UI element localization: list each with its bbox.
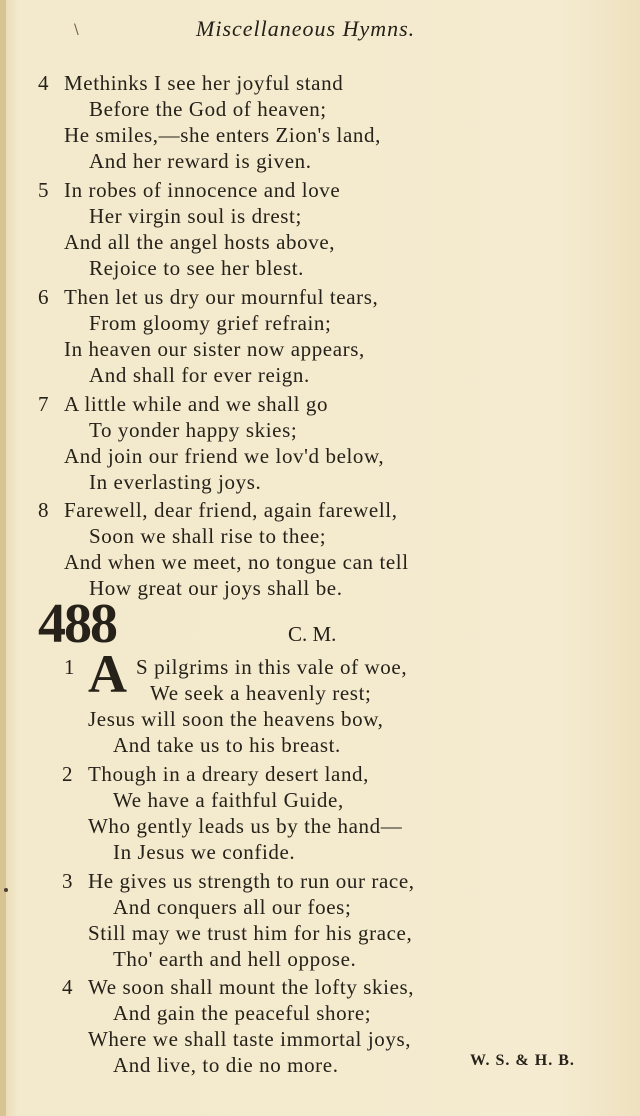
drop-cap: A	[88, 644, 127, 704]
verse-number: 1	[64, 655, 75, 679]
verse-number: 2	[62, 762, 73, 786]
verse-line: In robes of innocence and love	[64, 178, 341, 202]
verse-line: In Jesus we confide.	[113, 840, 296, 864]
verse-number: 4	[62, 975, 73, 999]
verse-number: 4	[38, 71, 49, 95]
verse-line: How great our joys shall be.	[89, 576, 343, 600]
verse-number: 7	[38, 392, 49, 416]
verse-line: We seek a heavenly rest;	[150, 681, 372, 705]
verse-line: Her virgin soul is drest;	[89, 204, 302, 228]
verse-number: 6	[38, 285, 49, 309]
verse-line: To yonder happy skies;	[89, 418, 298, 442]
verse-number: 8	[38, 498, 49, 522]
verse-line: Still may we trust him for his grace,	[88, 921, 413, 945]
verse-line: We soon shall mount the lofty skies,	[88, 975, 415, 999]
page-edge	[0, 0, 6, 1116]
verse-line: And when we meet, no tongue can tell	[64, 550, 409, 574]
verse-line: From gloomy grief refrain;	[89, 311, 332, 335]
verse-line: A little while and we shall go	[64, 392, 329, 416]
verse-line: Then let us dry our mournful tears,	[64, 285, 379, 309]
verse-line: Farewell, dear friend, again farewell,	[64, 498, 398, 522]
verse-line: And her reward is given.	[89, 149, 312, 173]
verse-number: 5	[38, 178, 49, 202]
verse-line: S pilgrims in this vale of woe,	[136, 655, 408, 679]
verse-line: And take us to his breast.	[113, 733, 341, 757]
verse-line: Jesus will soon the heavens bow,	[88, 707, 384, 731]
verse-line: Methinks I see her joyful stand	[64, 71, 344, 95]
verse-line: He smiles,—she enters Zion's land,	[64, 123, 381, 147]
verse-line: Before the God of heaven;	[89, 97, 327, 121]
verse-line: In heaven our sister now appears,	[64, 337, 365, 361]
verse-line: And all the angel hosts above,	[64, 230, 336, 254]
verse-line: And shall for ever reign.	[89, 363, 310, 387]
verse-line: Rejoice to see her blest.	[89, 256, 305, 280]
margin-mark: \	[74, 22, 79, 38]
verse-line: He gives us strength to run our race,	[88, 869, 415, 893]
hymn-meter: C. M.	[288, 622, 337, 646]
verse-line: Tho' earth and hell oppose.	[113, 947, 357, 971]
ink-speck	[4, 888, 8, 892]
verse-line: In everlasting joys.	[89, 470, 262, 494]
verse-line: And join our friend we lov'd below,	[64, 444, 385, 468]
verse-line: And conquers all our foes;	[113, 895, 352, 919]
verse-line: Soon we shall rise to thee;	[89, 524, 327, 548]
verse-line: Though in a dreary desert land,	[88, 762, 370, 786]
verse-line: And gain the peaceful shore;	[113, 1001, 372, 1025]
verse-line: Who gently leads us by the hand—	[88, 814, 403, 838]
verse-number: 3	[62, 869, 73, 893]
verse-line: Where we shall taste immortal joys,	[88, 1027, 412, 1051]
author-attribution: W. S. & H. B.	[470, 1052, 575, 1069]
hymn-number: 488	[38, 593, 116, 655]
verse-line: We have a faithful Guide,	[113, 788, 344, 812]
verse-line: And live, to die no more.	[113, 1053, 339, 1077]
running-title: Miscellaneous Hymns.	[196, 16, 416, 41]
